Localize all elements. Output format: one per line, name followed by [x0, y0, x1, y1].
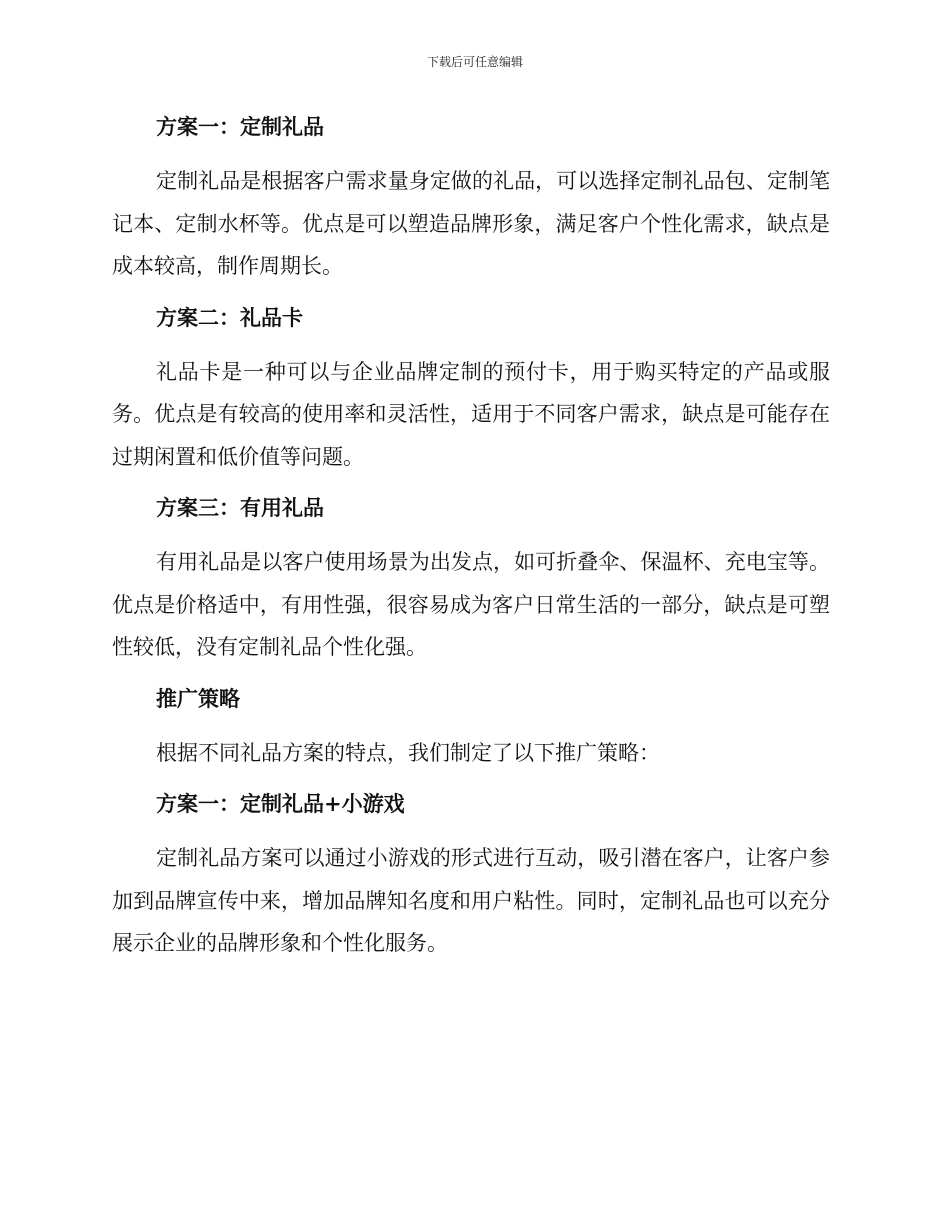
section-paragraph: 礼品卡是一种可以与企业品牌定制的预付卡，用于购买特定的产品或服务。优点是有较高的使用率和灵活性，适用于不同客户需求，缺点是可能存在过期闲置和低价值等问题。 [112, 359, 830, 469]
section-paragraph: 定制礼品是根据客户需求量身定做的礼品，可以选择定制礼品包、定制笔记本、定制水杯等。优点是可以塑造品牌形象，满足客户个性化需求，缺点是成本较高，制作周期长。 [112, 169, 830, 278]
section-heading: 方案一：定制礼品 [156, 114, 324, 139]
section-heading: 方案一：定制礼品+小游戏 [156, 791, 405, 816]
section-heading: 推广策略 [156, 685, 240, 711]
section-paragraph: 有用礼品是以客户使用场景为出发点，如可折叠伞、保温杯、充电宝等。优点是价格适中，有用性强，很容易成为客户日常生活的一部分，缺点是可塑性较低，没有定制礼品个性化强。 [112, 550, 830, 659]
document-body [112, 106, 830, 965]
section-heading: 方案二：礼品卡 [156, 304, 303, 330]
section-heading: 方案三：有用礼品 [156, 495, 324, 520]
section-paragraph: 根据不同礼品方案的特点，我们制定了以下推广策略： [156, 740, 660, 765]
page-header: 下载后可任意编辑 [426, 55, 523, 69]
section-paragraph: 定制礼品方案可以通过小游戏的形式进行互动，吸引潜在客户，让客户参加到品牌宣传中来，增加品牌知名度和用户粘性。同时，定制礼品也可以充分展示企业的品牌形象和个性化服务。 [112, 846, 830, 955]
